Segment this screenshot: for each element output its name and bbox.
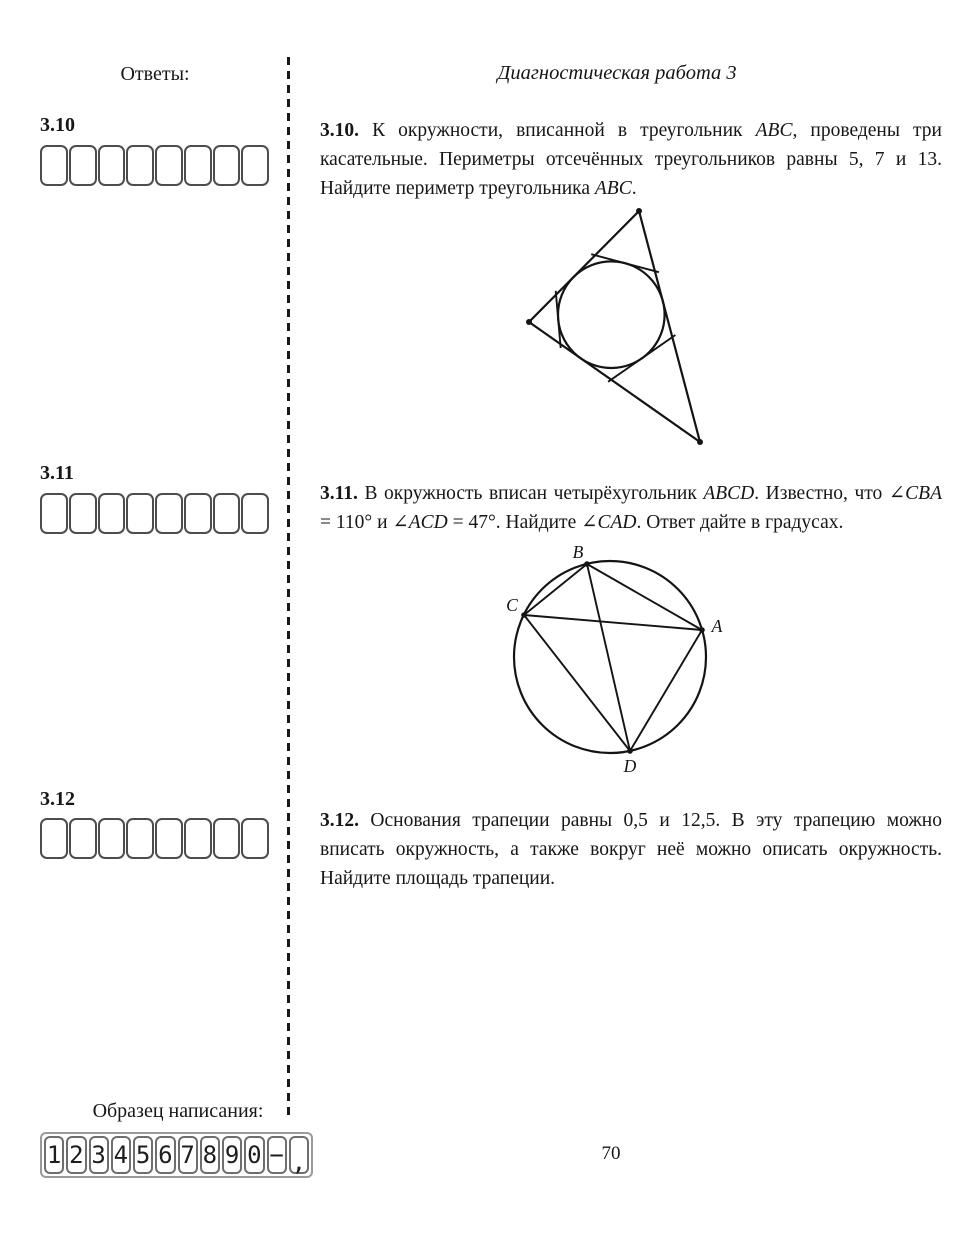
side-ad: [630, 630, 702, 751]
problem-number: 3.12.: [320, 809, 359, 831]
answer-cell[interactable]: [69, 818, 97, 859]
answer-cell[interactable]: [40, 493, 68, 534]
sample-char-cell: 6: [155, 1136, 175, 1174]
point-label-c: C: [506, 595, 518, 615]
answer-label-3-11: 3.11: [40, 462, 74, 484]
figure-triangle-incircle: [498, 196, 734, 456]
answer-cell[interactable]: [155, 145, 183, 186]
answer-cell[interactable]: [126, 493, 154, 534]
answer-cell[interactable]: [69, 145, 97, 186]
math-term: ABC: [594, 178, 632, 200]
sample-char-cell: −: [267, 1136, 287, 1174]
triangle-outline: [529, 211, 700, 442]
sample-char-cell: ,: [289, 1136, 309, 1174]
answers-column-header: Ответы:: [120, 63, 190, 85]
sample-char-cell: 0: [244, 1136, 264, 1174]
problem-text: . Ответ дайте в градусах.: [636, 511, 844, 533]
point-label-a: A: [711, 616, 723, 636]
problem-text: = 47°. Найдите ∠: [447, 511, 598, 533]
answer-cell[interactable]: [98, 145, 126, 186]
answer-cell[interactable]: [98, 818, 126, 859]
answer-cell[interactable]: [184, 145, 212, 186]
point-label-b: B: [572, 542, 584, 562]
problem-text: .: [631, 178, 637, 200]
column-divider: [287, 57, 290, 1115]
answer-grid-3-11: [40, 493, 269, 534]
answer-cell[interactable]: [184, 493, 212, 534]
problem-text: = 110° и ∠: [320, 511, 409, 533]
vertex-dot-bottom: [697, 439, 703, 445]
answer-cell[interactable]: [213, 145, 241, 186]
sample-char-cell: 9: [222, 1136, 242, 1174]
problem-text: В окружность вписан четырёхугольник: [357, 482, 704, 504]
problem-text: . Известно, что ∠: [754, 482, 906, 504]
vertex-dot-top: [636, 208, 642, 214]
math-term: ABC: [755, 119, 793, 141]
vertex-dot-left: [526, 319, 532, 325]
problem-3-11: [320, 479, 942, 538]
problem-text: , проведены три касательные. Периметры отсечённых треугольников равны 5, 7 и 13. Найдите периметр треугольника: [320, 119, 942, 200]
point-dot-d: [627, 748, 633, 754]
math-term: ACD: [408, 511, 448, 533]
problem-3-12: [320, 806, 942, 894]
problem-text: Основания трапеции равны 0,5 и 12,5. В эту трапецию можно вписать окружность, а также вокруг неё можно описать окружность. Найдите площадь трапеции.: [320, 809, 942, 890]
side-bc: [524, 564, 587, 615]
sample-char-cell: 8: [200, 1136, 220, 1174]
problem-number: 3.10.: [320, 119, 359, 141]
tangent-line-bottom: [608, 335, 675, 382]
answer-cell[interactable]: [126, 818, 154, 859]
answer-label-3-12: 3.12: [40, 788, 75, 810]
page-number: 70: [601, 1143, 621, 1164]
answer-cell[interactable]: [184, 818, 212, 859]
problem-number: 3.11.: [320, 482, 358, 504]
answer-cell[interactable]: [213, 818, 241, 859]
figure-cyclic-quadrilateral: [495, 542, 747, 782]
answer-cell[interactable]: [69, 493, 97, 534]
answer-cell[interactable]: [241, 493, 269, 534]
sample-char-cell: 2: [66, 1136, 86, 1174]
math-term: CAD: [597, 511, 637, 533]
problem-text: К окружности, вписанной в треугольник: [359, 119, 756, 141]
answer-cell[interactable]: [98, 493, 126, 534]
handwriting-sample-label: Образец написания:: [92, 1100, 264, 1122]
math-term: ABCD: [703, 482, 755, 504]
answer-cell[interactable]: [155, 818, 183, 859]
answer-cell[interactable]: [126, 145, 154, 186]
sample-char-cell: 1: [44, 1136, 64, 1174]
answer-grid-3-12: [40, 818, 269, 859]
math-term: CBA: [905, 482, 942, 504]
sample-char-cell: 5: [133, 1136, 153, 1174]
inscribed-circle: [558, 261, 665, 368]
answer-cell[interactable]: [155, 493, 183, 534]
answer-cell[interactable]: [241, 818, 269, 859]
point-dot-c: [521, 612, 527, 618]
answer-label-3-10: 3.10: [40, 114, 75, 136]
sample-char-cell: 3: [89, 1136, 109, 1174]
diagonal-ca: [524, 615, 702, 630]
page-title: Диагностическая работа 3: [497, 62, 737, 84]
sample-char-cell: 7: [178, 1136, 198, 1174]
answer-cell[interactable]: [40, 818, 68, 859]
answer-cell[interactable]: [40, 145, 68, 186]
handwriting-sample-strip: [40, 1132, 313, 1178]
point-dot-b: [584, 561, 590, 567]
point-dot-a: [699, 627, 705, 633]
answer-cell[interactable]: [241, 145, 269, 186]
sample-char-cell: 4: [111, 1136, 131, 1174]
problem-3-10: [320, 116, 942, 204]
answer-cell[interactable]: [213, 493, 241, 534]
answer-grid-3-10: [40, 145, 269, 186]
point-label-d: D: [623, 756, 637, 776]
